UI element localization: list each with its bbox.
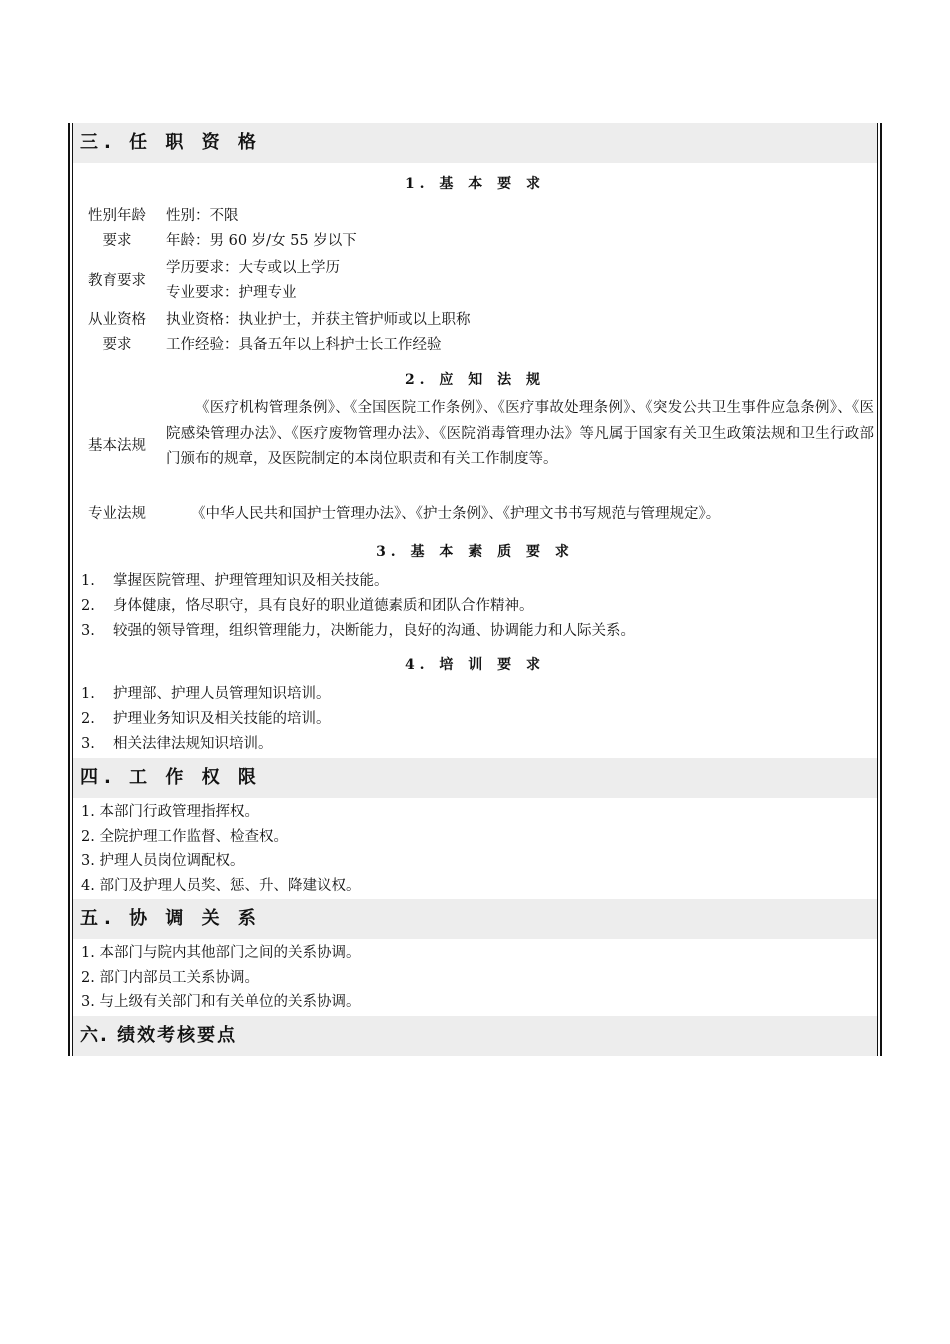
subsection-title-training: 4. 培 训 要 求 [404, 657, 546, 673]
list-item: 1. 掌握医院管理、护理管理知识及相关技能。 [81, 573, 389, 589]
section-title-authority: 四. 工 作 权 限 [73, 758, 877, 798]
list-item: 3. 与上级有关部门和有关单位的关系协调。 [81, 994, 361, 1010]
section-title-qualifications: 三. 任 职 资 格 [73, 123, 877, 163]
education-level: 学历要求：大专或以上学历 [166, 260, 340, 276]
basic-laws-text: 《医疗机构管理条例》、《全国医院工作条例》、《医疗事故处理条例》、《突发公共卫生事件应急条例》、《医院感染管理办法》、《医疗废物管理办法》、《医院消毒管理办法》等凡属于国家有关卫生政策法规和卫生行政部门颁布的规章，及医院制定的本岗位职责和有关工作制度等。 [166, 400, 874, 467]
label-qualification: 从业资格 [88, 312, 146, 328]
list-item: 2. 全院护理工作监督、检查权。 [81, 829, 288, 845]
label-gender-age-2: 要求 [102, 233, 132, 249]
age-value: 年龄：男 60 岁/女 55 岁以下 [166, 233, 357, 249]
list-item: 3. 较强的领导管理，组织管理能力，决断能力，良好的沟通、协调能力和人际关系。 [81, 623, 635, 639]
list-item: 3. 护理人员岗位调配权。 [81, 853, 245, 869]
gender-value: 性别：不限 [166, 208, 239, 224]
subsection-title-laws: 2. 应 知 法 规 [404, 372, 546, 388]
list-item: 4. 部门及护理人员奖、惩、升、降建议权。 [81, 878, 361, 894]
job-description-page [68, 123, 882, 1056]
label-professional-laws: 专业法规 [88, 506, 146, 522]
list-item: 1. 本部门行政管理指挥权。 [81, 804, 259, 820]
label-education: 教育要求 [88, 273, 146, 289]
label-basic-laws: 基本法规 [88, 438, 146, 454]
list-item: 1. 本部门与院内其他部门之间的关系协调。 [81, 945, 361, 961]
right-border [877, 123, 882, 1056]
label-gender-age: 性别年龄 [88, 208, 146, 224]
work-experience: 工作经验：具备五年以上科护士长工作经验 [166, 337, 442, 353]
subsection-title-basic-quality: 3. 基 本 素 质 要 求 [376, 544, 574, 560]
subsection-title-basic-requirements: 1. 基 本 要 求 [404, 176, 546, 192]
professional-laws-text: 《中华人民共和国护士管理办法》、《护士条例》、《护理文书书写规范与管理规定》。 [191, 506, 721, 522]
label-qualification-2: 要求 [102, 337, 132, 353]
list-item: 3. 相关法律法规知识培训。 [81, 736, 273, 752]
practice-qualification: 执业资格：执业护士，并获主管护师或以上职称 [166, 312, 471, 328]
section-title-coordination: 五. 协 调 关 系 [73, 899, 877, 939]
major-requirement: 专业要求：护理专业 [166, 285, 297, 301]
list-item: 2. 部门内部员工关系协调。 [81, 970, 259, 986]
list-item: 1. 护理部、护理人员管理知识培训。 [81, 686, 331, 702]
list-item: 2. 身体健康，恪尽职守，具有良好的职业道德素质和团队合作精神。 [81, 598, 534, 614]
section-title-performance: 六. 绩效考核要点 [73, 1016, 877, 1056]
list-item: 2. 护理业务知识及相关技能的培训。 [81, 711, 331, 727]
